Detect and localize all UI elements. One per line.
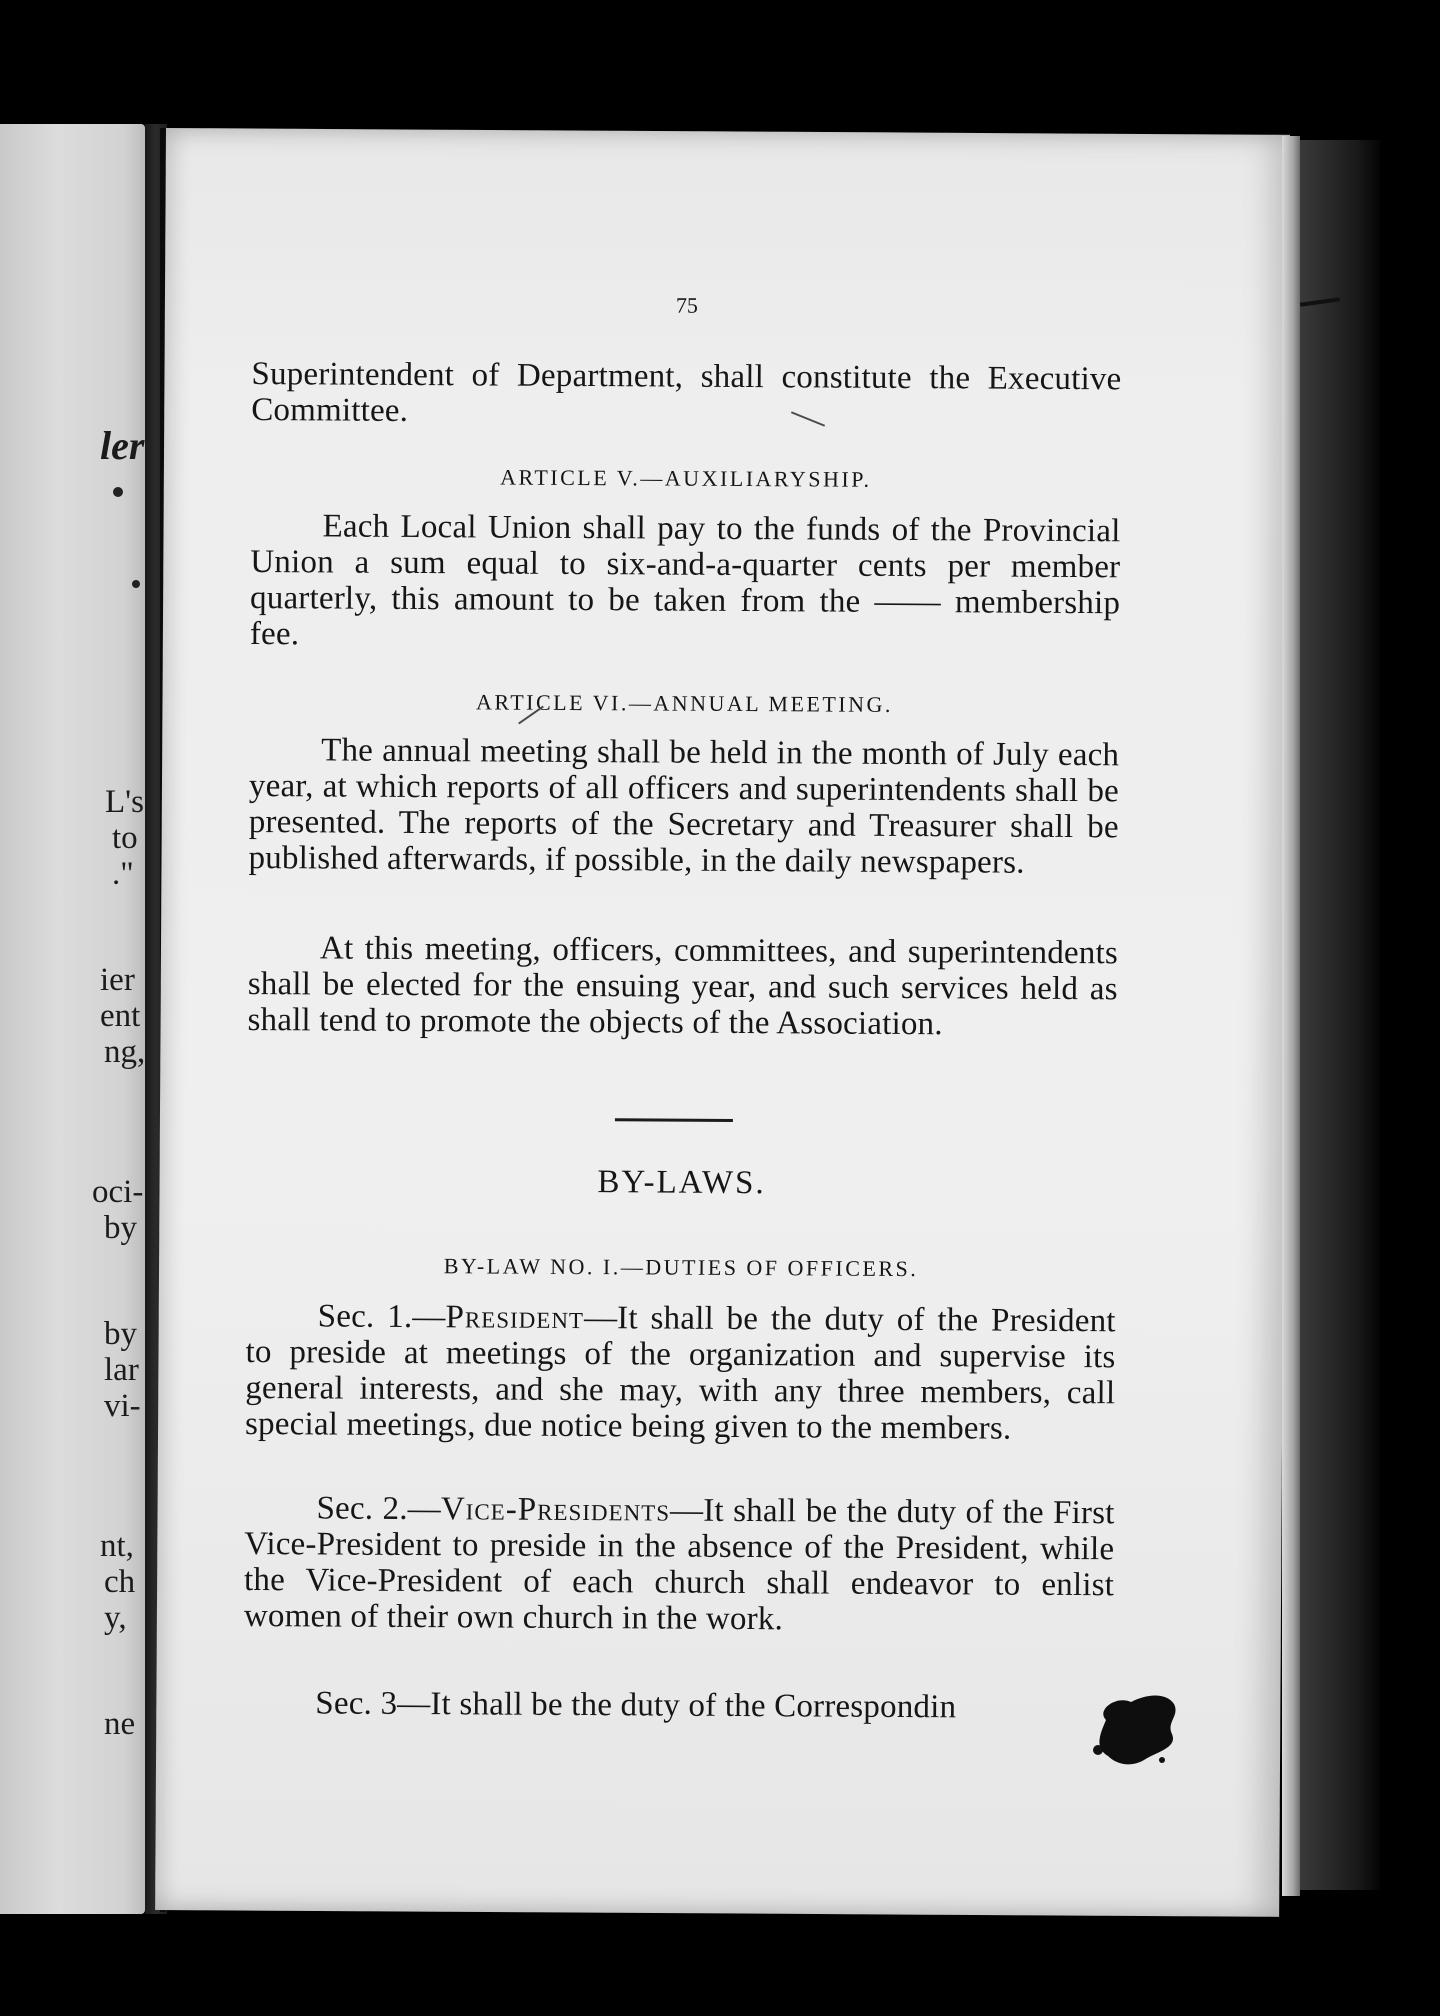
section-1-label: Sec. 1.— (317, 1298, 446, 1336)
article-6-paragraph-2: At this meeting, officers, committees, and superintendents shall be elected for the ensuing year, and such services held as shall tend to promote the objects of the Association. (247, 930, 1119, 1043)
article-5-text: Each Local Union shall pay to the funds of the Provincial Union a sum equal to six-and-a-quarter cents per member quarterly, this amount to be taken from the —— membership fee. (249, 508, 1121, 653)
section-2-title: Vice-Presidents (440, 1491, 671, 1529)
section-3-paragraph: Sec. 3—It shall be the duty of the Correspondin (315, 1685, 957, 1726)
left-page-fragment: oci- (92, 1174, 144, 1210)
section-2-label: Sec. 2.— (316, 1490, 442, 1528)
bylaw-1-heading: BY-LAW NO. I.—DUTIES OF OFFICERS. (443, 1253, 919, 1282)
left-page-fragment: ng, (104, 1034, 145, 1070)
left-page-fragment: ent (100, 998, 141, 1034)
left-page-fragment: lar (104, 1352, 139, 1388)
section-1-title: President (445, 1299, 585, 1337)
page-stack-shadow (1300, 140, 1380, 1890)
page-edge (1282, 136, 1300, 1896)
ink-speck (113, 487, 123, 497)
left-page-fragment: ." (112, 856, 134, 892)
section-1-text: —It shall be the duty of the President to preside at meetings of the organization and supervise its general interests, and she may, with any three members, call special meetings, due notice being given to the members. (244, 1300, 1116, 1447)
bylaws-title: BY-LAWS. (597, 1164, 766, 1202)
left-page-fragment: nt, (100, 1528, 134, 1564)
section-2-text: —It shall be the duty of the First Vice-President to preside in the absence of the President, while the Vice-President of each church shall endeavor to enlist women of their own church in the work. (243, 1492, 1115, 1638)
left-page-fragment: L's (105, 784, 144, 820)
left-page-fragment: by (104, 1210, 137, 1246)
left-page-fragment: y, (104, 1600, 127, 1636)
left-facing-page (0, 124, 145, 1914)
left-page-fragment: ch (104, 1564, 136, 1600)
left-page-fragment: ler (100, 423, 145, 468)
left-page-fragment: by (104, 1316, 137, 1352)
left-page-fragment: ne (104, 1706, 136, 1742)
left-page-fragment: ier (100, 962, 135, 998)
article-5-heading: ARTICLE V.—AUXILIARYSHIP. (500, 464, 872, 492)
page-number: 75 (675, 292, 698, 318)
left-page-fragment: to (112, 820, 138, 856)
article-6-heading: ARTICLE VI.—ANNUAL MEETING. (475, 689, 894, 717)
article-6-paragraph-1: The annual meeting shall be held in the month of July each year, at which reports of all officers and superintendents shall be presented. The reports of the Secretary and Treasurer shall be published afterwards, if possible, in the daily newspapers. (248, 732, 1120, 881)
section-2-paragraph (244, 1490, 1115, 1639)
ink-blot (1086, 1690, 1180, 1768)
opening-paragraph: Superintendent of Department, shall constitute the Executive Committee. (251, 355, 1122, 429)
left-page-fragment: vi- (104, 1388, 141, 1424)
section-1-paragraph (245, 1298, 1116, 1447)
ink-speck (132, 580, 140, 588)
